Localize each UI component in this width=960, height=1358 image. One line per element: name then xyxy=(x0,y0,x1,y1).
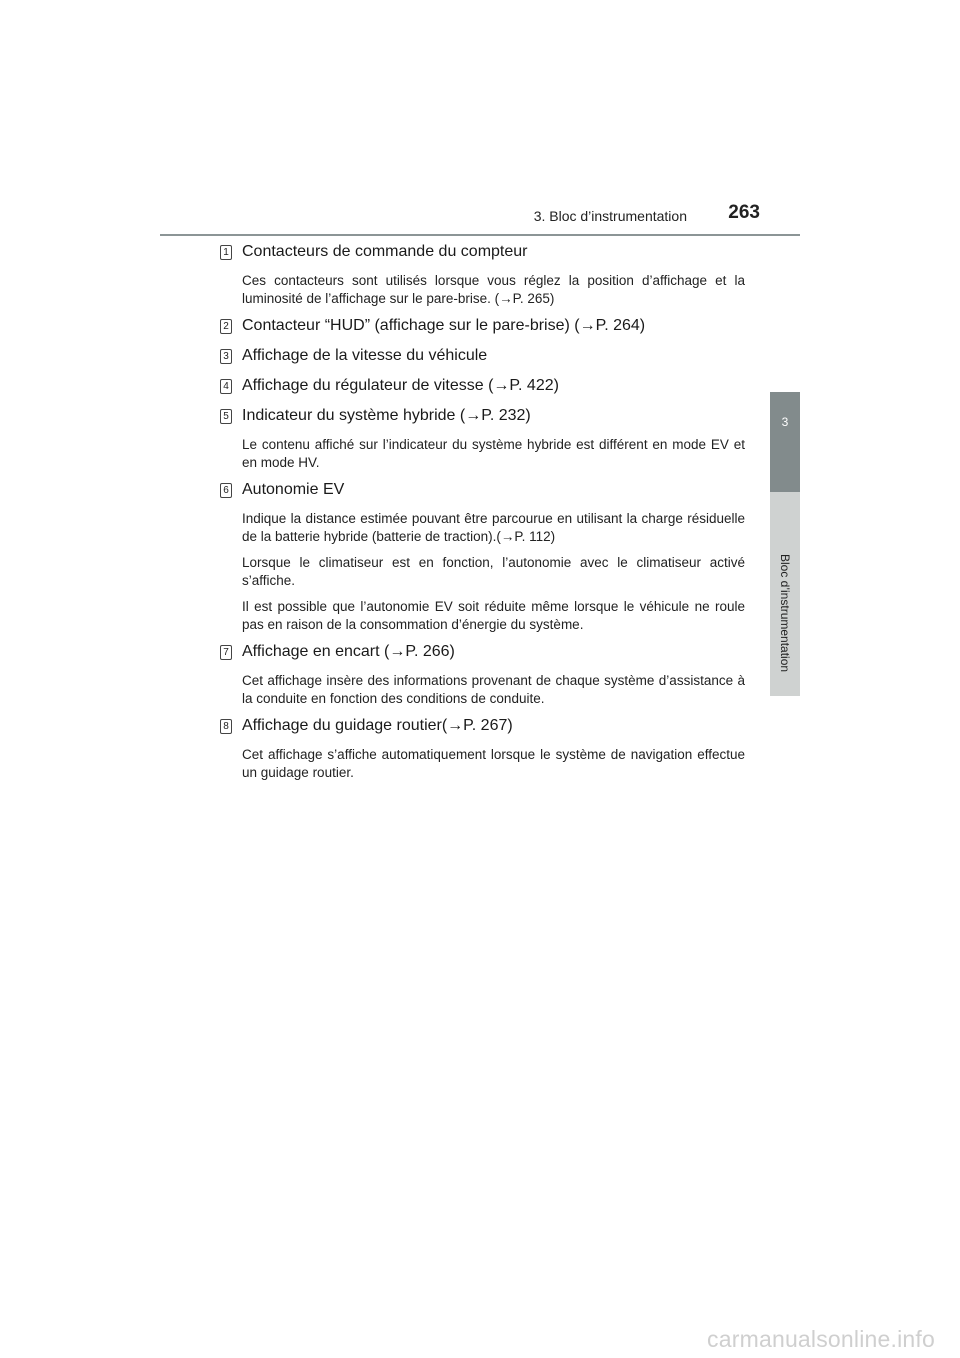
item-description: Il est possible que l’autonomie EV soit réduite même lorsque le véhicule ne roule pas en raison de la consommation d’énergie du système. xyxy=(242,599,745,632)
chapter-tab-number: 3 xyxy=(770,392,800,492)
item-heading xyxy=(220,314,745,338)
item-number-badge: 4 xyxy=(220,379,232,394)
item-heading xyxy=(220,404,745,428)
item-number-badge: 2 xyxy=(220,319,232,334)
item-title: Affichage du régulateur de vitesse (→P. 422) xyxy=(242,377,559,394)
list-item xyxy=(220,478,745,634)
chapter-tab xyxy=(770,492,800,696)
item-title: Affichage en encart (→P. 266) xyxy=(242,643,455,660)
page-number: 263 xyxy=(728,202,760,223)
item-description: Indique la distance estimée pouvant être parcourue en utilisant la charge résiduelle de la batterie hybride (batterie de traction).(→P. 112) xyxy=(242,511,745,544)
item-heading xyxy=(220,374,745,398)
item-heading xyxy=(220,714,745,738)
list-item xyxy=(220,714,745,782)
item-description: Cet affichage insère des informations provenant de chaque système d’assistance à la conduite en fonction des conditions de conduite. xyxy=(242,673,745,706)
item-heading xyxy=(220,240,745,264)
item-description: Ces contacteurs sont utilisés lorsque vous réglez la position d’affichage et la luminosité de l’affichage sur le pare-brise. (→P. 265) xyxy=(242,273,745,306)
item-title: Indicateur du système hybride (→P. 232) xyxy=(242,407,531,424)
watermark: carmanualsonline.info xyxy=(707,1326,935,1352)
item-number-badge: 8 xyxy=(220,719,232,734)
item-title: Contacteur “HUD” (affichage sur le pare-brise) (→P. 264) xyxy=(242,317,646,334)
item-description: Le contenu affiché sur l’indicateur du système hybride est différent en mode EV et en mode HV. xyxy=(242,437,745,470)
list-item xyxy=(220,640,745,708)
list-item xyxy=(220,314,745,338)
list-item xyxy=(220,404,745,472)
item-number-badge: 5 xyxy=(220,409,232,424)
item-number-badge: 3 xyxy=(220,349,232,364)
item-heading xyxy=(220,640,745,664)
list-item xyxy=(220,344,745,368)
item-title: Affichage de la vitesse du véhicule xyxy=(242,347,488,364)
item-description: Cet affichage s’affiche automatiquement lorsque le système de navigation effectue un guidage routier. xyxy=(242,747,745,780)
header-divider xyxy=(160,234,800,236)
item-heading xyxy=(220,478,745,502)
list-item xyxy=(220,240,745,308)
item-heading xyxy=(220,344,745,368)
chapter-tab-label: Bloc d’instrumentation xyxy=(778,554,792,673)
item-number-badge: 6 xyxy=(220,483,232,498)
list-item xyxy=(220,374,745,398)
item-list xyxy=(220,240,745,782)
item-number-badge: 1 xyxy=(220,245,232,260)
item-number-badge: 7 xyxy=(220,645,232,660)
item-title: Affichage du guidage routier(→P. 267) xyxy=(242,717,513,734)
item-title: Autonomie EV xyxy=(242,481,345,498)
section-title: 3. Bloc d’instrumentation xyxy=(533,208,687,224)
item-description: Lorsque le climatiseur est en fonction, l’autonomie avec le climatiseur activé s’affiche. xyxy=(242,555,745,588)
item-title: Contacteurs de commande du compteur xyxy=(242,243,528,260)
